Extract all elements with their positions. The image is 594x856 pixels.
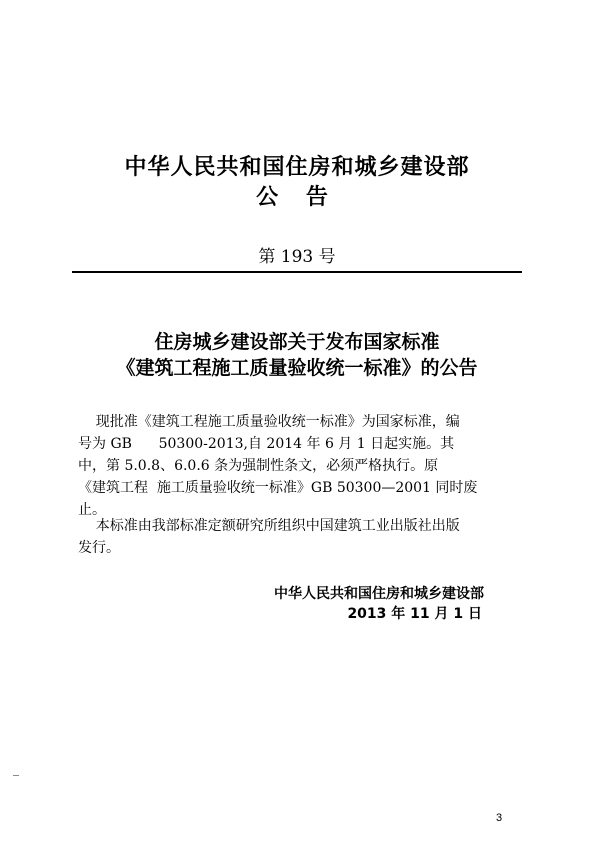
ministry-title: 中华人民共和国住房和城乡建设部 xyxy=(124,155,470,180)
announcement-label: 公 告 xyxy=(256,185,338,210)
paragraph-line: 止。 xyxy=(78,502,106,518)
paragraph-line: 发行。 xyxy=(78,540,120,556)
signature-organization: 中华人民共和国住房和城乡建设部 xyxy=(274,586,484,602)
paragraph-line: 中，第 5.0.8、6.0.6 条为强制性条文，必须严格执行。原 xyxy=(78,458,439,474)
paragraph-line: 现批准《建筑工程施工质量验收统一标准》为国家标准，编 xyxy=(78,414,460,430)
signature-date: 2013 年 11 月 1 日 xyxy=(347,606,482,622)
body-paragraph-1 xyxy=(78,411,522,521)
notice-title-line-2: 《建筑工程施工质量验收统一标准》的公告 xyxy=(116,357,478,379)
margin-mark xyxy=(13,775,19,776)
paragraph-line: 号为 GB 50300-2013,自 2014 年 6 月 1 日起实施。其 xyxy=(78,436,455,452)
notice-title-line-1: 住房城乡建设部关于发布国家标准 xyxy=(154,331,440,353)
document-number: 第 193 号 xyxy=(258,247,336,267)
paragraph-line: 本标准由我部标准定额研究所组织中国建筑工业出版社出版 xyxy=(78,518,460,534)
body-paragraph-2 xyxy=(78,515,522,559)
header-divider xyxy=(72,271,522,273)
paragraph-line: 《建筑工程 施工质量验收统一标准》GB 50300—2001 同时废 xyxy=(78,480,478,496)
page-number: 3 xyxy=(496,812,503,824)
